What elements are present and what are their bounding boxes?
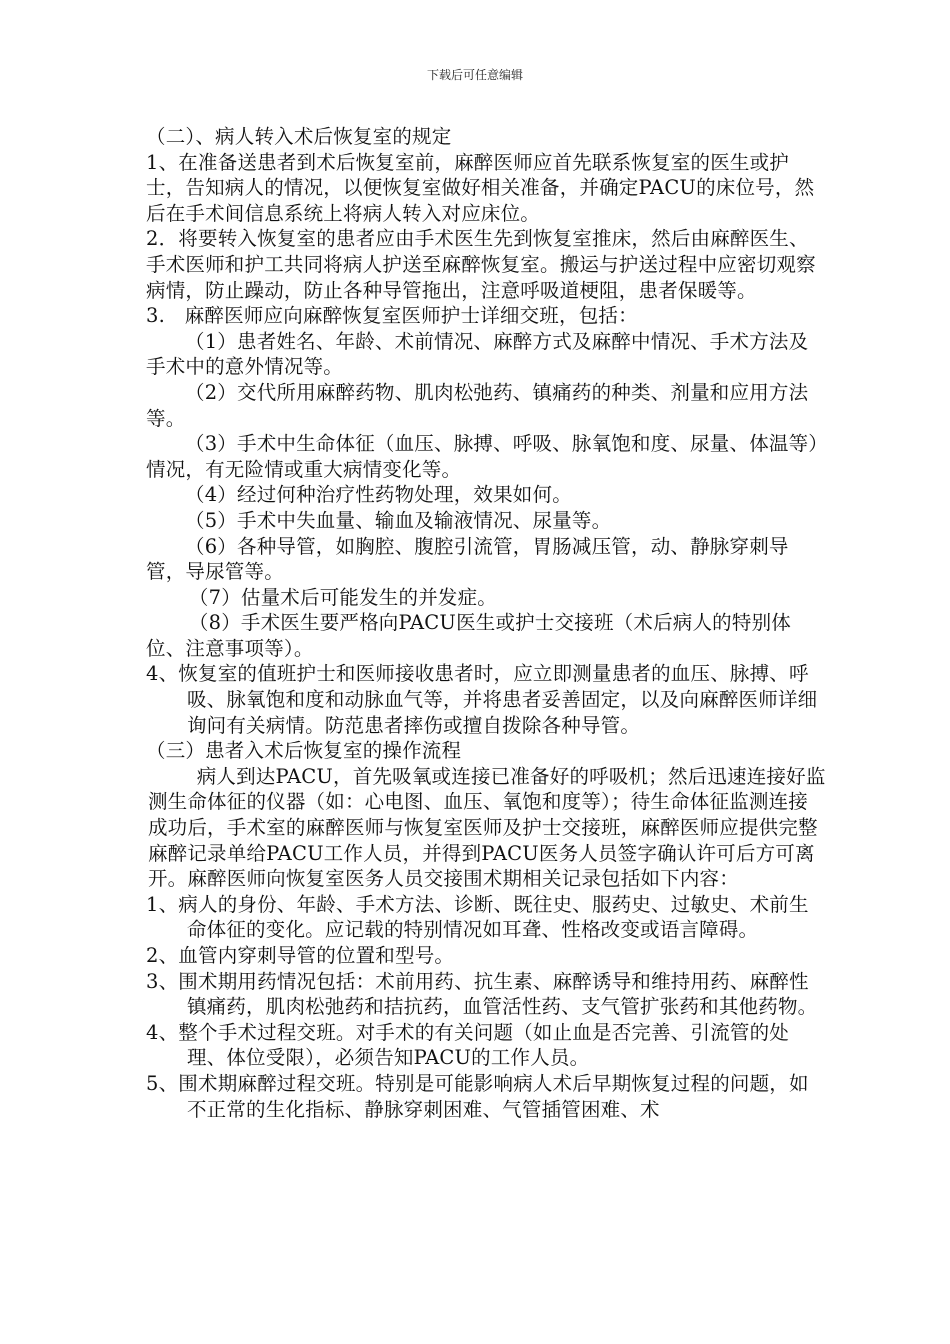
- section-2-heading: （二）、病人转入术后恢复室的规定: [146, 125, 452, 148]
- section-2-item-2: 2．将要转入恢复室的患者应由手术医生先到恢复室推床，然后由麻醉医生、手术医师和护工共同将病人护送至麻醉恢复室。搬运与护送过程中应密切观察病情，防止躁动，防止各种导管拖出，注意呼吸道梗阻，患者保暖等。: [146, 227, 816, 302]
- handover-subitem-3: （3）手术中生命体征（血压、脉搏、呼吸、脉氧饱和度、尿量、体温等）情况，有无险情或重大病情变化等。: [146, 432, 819, 481]
- section-2-item-4: 4、恢复室的值班护士和医师接收患者时，应立即测量患者的血压、脉搏、呼吸、脉氧饱和度和动脉血气等，并将患者妥善固定，以及向麻醉医师详细询问有关病情。防范患者摔伤或擅自拨除各种导管。: [146, 662, 818, 737]
- section-3-heading: （三）患者入术后恢复室的操作流程: [146, 739, 462, 763]
- section-3-item-2: 2、血管内穿刺导管的位置和型号。: [146, 944, 455, 967]
- handover-subitem-5: （5）手术中失血量、输血及输液情况、尿量等。: [185, 508, 612, 532]
- section-3-item-3: 3、围术期用药情况包括：术前用药、抗生素、麻醉诱导和维持用药、麻醉性镇痛药，肌肉松弛药和拮抗药，血管活性药、支气管扩张药和其他药物。: [146, 969, 818, 1019]
- document-body: [146, 124, 826, 1122]
- handover-subitem-4: （4）经过何种治疗性药物处理，效果如何。: [185, 483, 572, 507]
- section-2-item-3: 3. 麻醉医师应向麻醉恢复室医师护士详细交班，包括：: [146, 304, 638, 328]
- handover-subitem-1: （1）患者姓名、年龄、术前情况、麻醉方式及麻醉中情况、手术方法及手术中的意外情况等。: [146, 329, 809, 379]
- page-header: 下载后可任意编辑: [426, 68, 523, 82]
- handover-subitem-2: （2）交代所用麻醉药物、肌肉松弛药、镇痛药的种类、剂量和应用方法等。: [146, 380, 809, 430]
- section-2-item-1: 1、在准备送患者到术后恢复室前，麻醉医师应首先联系恢复室的医生或护士，告知病人的情况，以便恢复室做好相关准备，并确定PACU的床位号，然后在手术间信息系统上将病人转入对应床位。: [146, 150, 815, 225]
- handover-subitem-6: （6）各种导管，如胸腔、腹腔引流管，胃肠减压管，动、静脉穿刺导管，导尿管等。: [146, 534, 789, 584]
- handover-subitem-8: （8）手术医生要严格向PACU医生或护士交接班（术后病人的特别体位、注意事项等）。: [146, 611, 791, 660]
- handover-subitem-7: （7）估量术后可能发生的并发症。: [188, 585, 497, 609]
- section-3-item-5: 5、围术期麻醉过程交班。特别是可能影响病人术后早期恢复过程的问题，如不正常的生化指标、静脉穿刺困难、气管插管困难、术: [146, 1071, 809, 1121]
- section-3-item-1: 1、病人的身份、年龄、手术方法、诊断、既往史、服药史、过敏史、术前生命体征的变化。应记载的特别情况如耳聋、性格改变或语言障碍。: [146, 892, 809, 942]
- section-3-intro: 病人到达PACU，首先吸氧或连接已准备好的呼吸机；然后迅速连接好监测生命体征的仪器（如：心电图、血压、氧饱和度等）；待生命体征监测连接成功后，手术室的麻醉医师与恢复室医师及护士交接班，麻醉医师应提供完整麻醉记录单给PACU工作人员，并得到PACU医务人员签字确认许可后方可离开。麻醉医师向恢复室医务人员交接围术期相关记录包括如下内容：: [147, 764, 826, 891]
- section-3-item-4: 4、整个手术过程交班。对手术的有关问题（如止血是否完善、引流管的处理、体位受限），必须告知PACU的工作人员。: [146, 1020, 790, 1070]
